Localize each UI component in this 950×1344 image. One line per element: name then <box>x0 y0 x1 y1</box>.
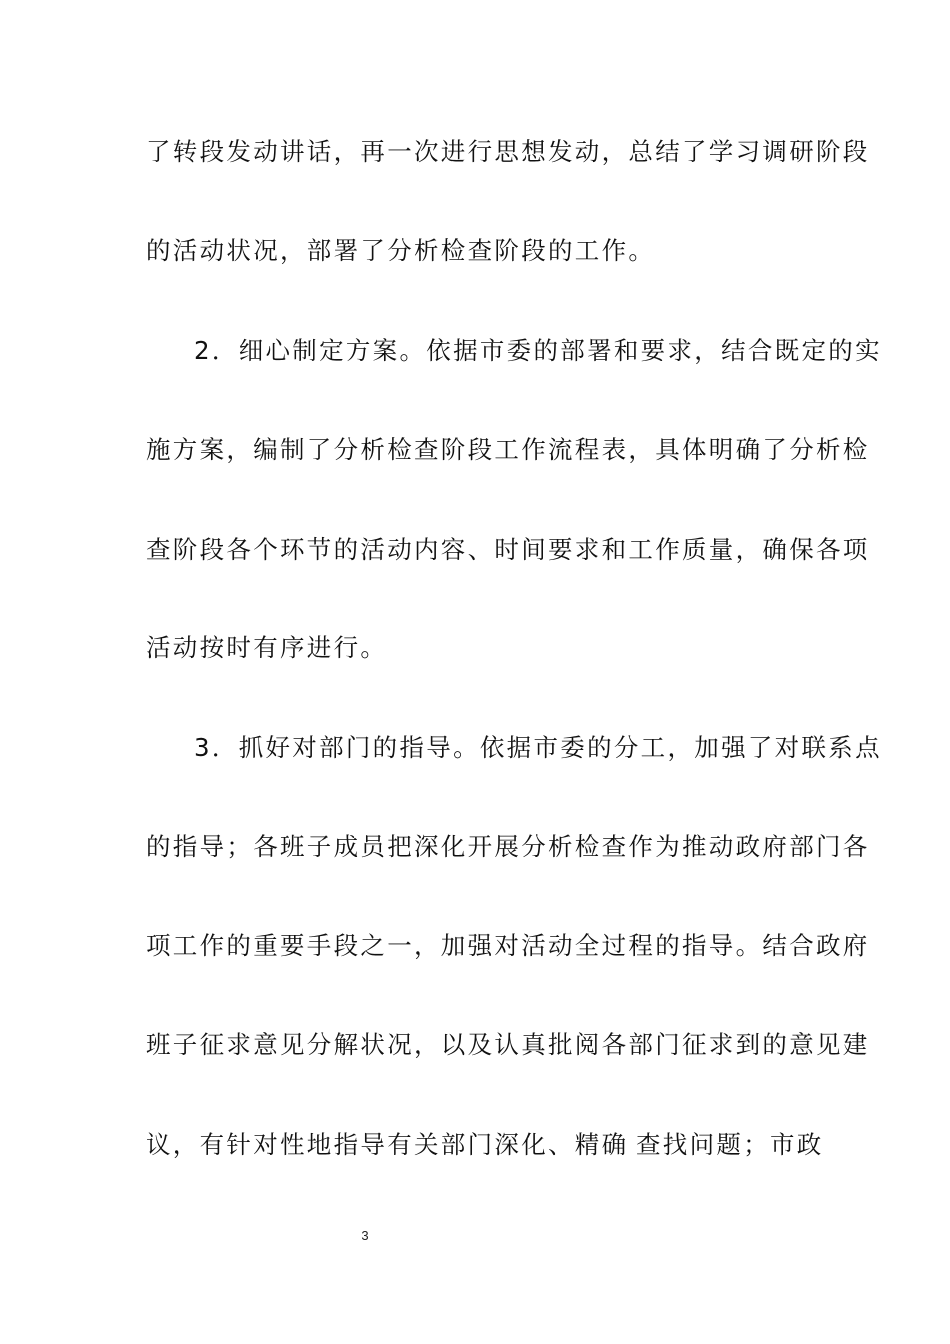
body-text-line: 的活动状况，部署了分析检查阶段的工作。 <box>146 236 656 265</box>
body-text-line: 2．细心制定方案。依据市委的部署和要求，结合既定的实 <box>194 336 882 365</box>
body-text-segment: 议，有针对性地指导有关部门深化、精确 <box>146 1130 629 1159</box>
body-text-line: 了转段发动讲话，再一次进行思想发动，总结了学习调研阶段 <box>146 137 870 166</box>
body-text-line: 查阶段各个环节的活动内容、时间要求和工作质量，确保各项 <box>146 535 870 564</box>
body-text-line-split <box>146 1128 824 1162</box>
body-text-segment: 查找问题；市政 <box>636 1130 824 1159</box>
body-text-line: 的指导；各班子成员把深化开展分析检查作为推动政府部门各 <box>146 832 870 861</box>
body-text-line: 活动按时有序进行。 <box>146 633 388 662</box>
body-text-line: 项工作的重要手段之一，加强对活动全过程的指导。结合政府 <box>146 931 870 960</box>
body-text-line: 施方案，编制了分析检查阶段工作流程表，具体明确了分析检 <box>146 435 870 464</box>
body-text-line: 3．抓好对部门的指导。依据市委的分工，加强了对联系点 <box>194 733 882 762</box>
page-number: 3 <box>361 1228 369 1243</box>
body-text-line: 班子征求意见分解状况，以及认真批阅各部门征求到的意见建 <box>146 1030 870 1059</box>
